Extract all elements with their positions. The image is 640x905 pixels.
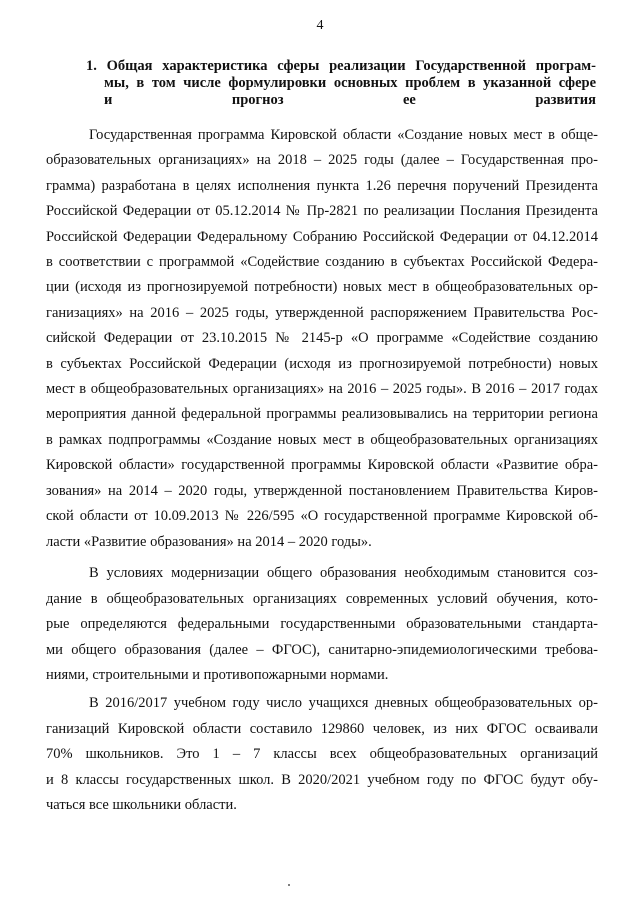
page-number: 4 (316, 18, 324, 33)
heading-line: 1. Общая характеристика сферы реализации Государственной програм- (86, 58, 596, 74)
text-line: Российской Федерации от 05.12.2014 № Пр-2821 по реализации Послания Президента (46, 203, 598, 220)
text-line: грамма) разработана в целях исполнения пункта 1.26 перечня поручений Президента (46, 177, 598, 194)
text-line: мест в общеобразовательных организациях» на 2016 – 2025 годы». В 2016 – 2017 годах (46, 381, 598, 398)
text-line: в соответствии с программой «Содействие созданию в субъектах Российской Федера- (46, 254, 598, 271)
text-line: 70% школьников. Это 1 – 7 классы всех общеобразовательных организаций (46, 746, 598, 763)
text-line: ганизациях» на 2016 – 2025 годы, утвержденной распоряжением Правительства Рос- (46, 304, 598, 321)
paragraph-student-statistics (46, 691, 598, 819)
text-line: и 8 классы государственных школ. В 2020/2021 учебном году по ФГОС будут обу- (46, 771, 598, 788)
text-line: Государственная программа Кировской области «Создание новых мест в обще- (89, 127, 598, 143)
text-line: ганизаций Кировской области составило 129860 человек, из них ФГОС осваивали (46, 720, 598, 737)
text-line: образовательных организациях» на 2018 – 2025 годы (далее – Государственная про- (46, 152, 598, 169)
text-line: дание в общеобразовательных организациях современных условий обучения, кото- (46, 590, 598, 607)
text-line: сийской Федерации от 23.10.2015 № 2145-р «О программе «Содействие созданию (46, 330, 598, 347)
text-line: ми общего образования (далее – ФГОС), санитарно-эпидемиологическими требова- (46, 641, 598, 658)
text-line: В условиях модернизации общего образования необходимым становится соз- (89, 565, 598, 581)
text-line: в субъектах Российской Федерации (исходя из прогнозируемой потребности) новых (46, 355, 598, 372)
text-line: Кировской области» государственной программы Кировской области «Развитие обра- (46, 457, 598, 474)
text-line: мероприятия данной федеральной программы реализовывались на территории региона (46, 406, 598, 423)
text-line: чаться все школьники области. (46, 797, 237, 814)
heading-line: и прогноз ее развития (104, 92, 596, 108)
section-heading (86, 58, 596, 109)
scan-mark-dot (288, 884, 290, 886)
heading-line: мы, в том числе формулировки основных проблем в указанной сфере (104, 75, 596, 91)
text-line: рые определяются федеральными государственными образовательными стандарта- (46, 616, 598, 633)
text-line: в рамках подпрограммы «Создание новых мест в общеобразовательных организациях (46, 431, 598, 448)
paragraph-program-overview (46, 123, 598, 555)
text-line: ской области от 10.09.2013 № 226/595 «О государственной программе Кировской об- (46, 508, 598, 525)
text-line: ции (исходя из прогнозируемой потребности) новых мест в общеобразовательных ор- (46, 279, 598, 296)
text-line: В 2016/2017 учебном году число учащихся дневных общеобразовательных ор- (89, 695, 598, 711)
text-line: ниями, строительными и противопожарными нормами. (46, 667, 389, 684)
text-line: ласти «Развитие образования» на 2014 – 2020 годы». (46, 533, 372, 550)
paragraph-modernization (46, 561, 598, 689)
text-line: Российской Федерации Федеральному Собранию Российской Федерации от 04.12.2014 (46, 228, 598, 245)
text-line: зования» на 2014 – 2020 годы, утвержденной постановлением Правительства Киров- (46, 482, 598, 499)
